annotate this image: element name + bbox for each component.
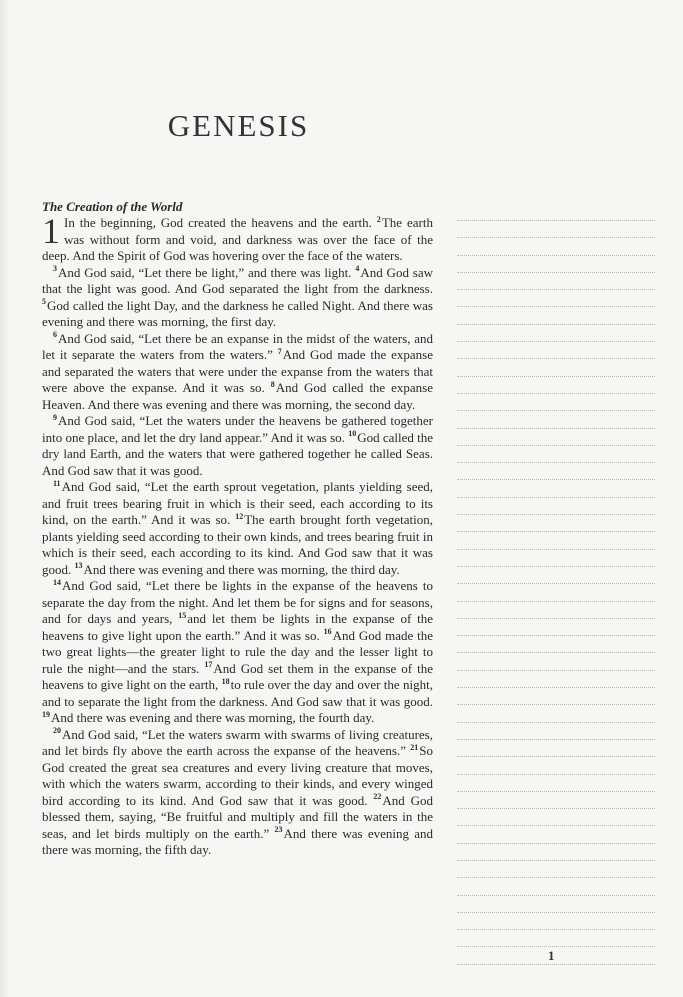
verse-number: 11 xyxy=(53,478,61,488)
verse-number: 20 xyxy=(53,726,61,736)
note-line xyxy=(457,756,655,757)
verse-paragraph xyxy=(42,413,433,479)
verse-paragraph xyxy=(42,578,433,727)
note-line xyxy=(457,964,655,965)
note-line xyxy=(457,704,655,705)
verse-text: And God said, “Let there be an expanse in the midst of the waters, and let it separate the waters from the waters.” xyxy=(42,330,433,362)
verse-text: And there was evening and there was morning, the fourth day. xyxy=(51,710,375,725)
note-line xyxy=(457,929,655,930)
verse-number: 22 xyxy=(373,792,382,802)
note-line xyxy=(457,912,655,913)
note-line xyxy=(457,722,655,723)
note-line xyxy=(457,324,655,325)
note-line xyxy=(457,860,655,861)
chapter-number: 1 xyxy=(42,211,60,251)
note-line xyxy=(457,739,655,740)
scripture-text xyxy=(42,198,433,859)
section-heading: The Creation of the World xyxy=(42,199,183,214)
verse-paragraph xyxy=(42,727,433,859)
note-line xyxy=(457,618,655,619)
note-line xyxy=(457,479,655,480)
verse-text: And God said, “Let the earth sprout vegetation, plants yielding seed, and fruit trees bearing fruit in which is their seed, each according to its kind, on the earth.” And it was so. xyxy=(42,479,433,527)
verse-paragraph xyxy=(42,479,433,578)
note-line xyxy=(457,255,655,256)
note-line xyxy=(457,895,655,896)
verse-number: 18 xyxy=(221,676,230,686)
verse-text: And God made the expanse and separated the waters that were under the expanse from the waters that were above the expanse. And it was so. xyxy=(42,347,433,395)
note-line xyxy=(457,410,655,411)
verse-text: God called the dry land Earth, and the waters that were gathered together he called Seas. And God saw that it was good. xyxy=(42,429,433,478)
note-line xyxy=(457,774,655,775)
verse-text: In the beginning, God created the heavens and the earth. xyxy=(64,215,377,230)
note-line xyxy=(457,341,655,342)
note-line xyxy=(457,946,655,947)
note-line xyxy=(457,808,655,809)
verse-number: 13 xyxy=(74,561,83,571)
page-gutter-shadow xyxy=(0,0,10,997)
note-line xyxy=(457,843,655,844)
note-line xyxy=(457,635,655,636)
verse-paragraph xyxy=(42,265,433,331)
notes-lines-area xyxy=(457,220,655,940)
verse-text: And God said, “Let the waters under the heavens be gathered together into one place, and let the dry land appear.” And it was so. xyxy=(42,413,433,445)
note-line xyxy=(457,670,655,671)
verse-text: And God saw that the light was good. And God separated the light from the darkness. xyxy=(42,264,433,296)
verse-text: And God said, “Let there be lights in the expanse of the heavens to separate the day from the night. And let them be for signs and for seasons, and for days and years, xyxy=(42,578,433,626)
note-line xyxy=(457,652,655,653)
note-line xyxy=(457,428,655,429)
note-line xyxy=(457,376,655,377)
verse-text: The earth brought forth vegetation, plants yielding seed according to their own kinds, and trees bearing fruit in which is their seed, each according to its kind. And God saw that it was good. xyxy=(42,512,433,577)
note-line xyxy=(457,601,655,602)
note-line xyxy=(457,687,655,688)
verse-number: 4 xyxy=(355,264,360,274)
note-line xyxy=(457,393,655,394)
verse-text: And God said, “Let there be light,” and there was light. xyxy=(58,264,356,280)
note-line xyxy=(457,791,655,792)
verse-number: 14 xyxy=(53,577,61,587)
verse-text: And God made the two great lights—the greater light to rule the day and the lesser light to rule the night—and the stars. xyxy=(42,627,433,676)
verse-number: 16 xyxy=(323,627,332,637)
verse-text: And there was evening and there was morning, the fifth day. xyxy=(42,825,433,857)
page-number: 1 xyxy=(548,948,555,963)
verse-number: 2 xyxy=(376,214,381,224)
verse-text: to rule over the day and over the night, and to separate the light from the darkness. And God saw that it was good. xyxy=(42,677,433,709)
verse-text: So God created the great sea creatures and every living creature that moves, with which the waters swarm, according to their kinds, and every winged bird according to its kind. And God saw that it was good. xyxy=(42,743,433,808)
verse-paragraph xyxy=(42,331,433,414)
verse-number: 12 xyxy=(235,511,244,521)
note-line xyxy=(457,497,655,498)
book-title: GENESIS xyxy=(167,108,310,143)
verse-text: And God set them in the expanse of the heavens to give light on the earth, xyxy=(42,660,433,692)
note-line xyxy=(457,531,655,532)
note-line xyxy=(457,289,655,290)
verse-number: 15 xyxy=(178,610,187,620)
note-line xyxy=(457,358,655,359)
verse-number: 7 xyxy=(277,346,282,356)
verse-number: 10 xyxy=(348,429,357,439)
note-line xyxy=(457,272,655,273)
verse-text: And God said, “Let the waters swarm with swarms of living creatures, and let birds fly above the earth across the expanse of the heavens.” xyxy=(42,726,433,758)
note-line xyxy=(457,445,655,446)
note-line xyxy=(457,462,655,463)
note-line xyxy=(457,549,655,550)
verse-text: And God called the expanse Heaven. And there was evening and there was morning, the second day. xyxy=(42,380,433,412)
verse-number: 21 xyxy=(410,742,419,752)
verse-number: 17 xyxy=(204,660,213,670)
verse-number: 6 xyxy=(53,330,57,340)
verse-paragraph xyxy=(42,211,433,265)
verse-number: 8 xyxy=(270,379,275,389)
note-line xyxy=(457,220,655,221)
verse-text: and let them be lights in the expanse of the heavens to give light upon the earth.” And it was so. xyxy=(42,611,433,643)
note-line xyxy=(457,877,655,878)
verse-number: 5 xyxy=(42,297,46,307)
verse-number: 3 xyxy=(53,264,57,274)
verse-text: The earth was without form and void, and darkness was over the face of the deep. And the Spirit of God was hovering over the face of the waters. xyxy=(42,215,433,263)
verse-text: And there was evening and there was morning, the third day. xyxy=(83,561,400,577)
verse-text: God called the light Day, and the darkness he called Night. And there was evening and there was morning, the first day. xyxy=(42,297,433,329)
note-line xyxy=(457,566,655,567)
verse-number: 9 xyxy=(53,412,57,422)
verse-text: And God blessed them, saying, “Be fruitful and multiply and fill the waters in the seas, and let birds multiply on the earth.” xyxy=(42,792,433,841)
note-line xyxy=(457,306,655,307)
verse-number: 19 xyxy=(42,709,50,719)
note-line xyxy=(457,514,655,515)
note-line xyxy=(457,825,655,826)
note-line xyxy=(457,583,655,584)
verse-number: 23 xyxy=(274,825,283,835)
note-line xyxy=(457,237,655,238)
